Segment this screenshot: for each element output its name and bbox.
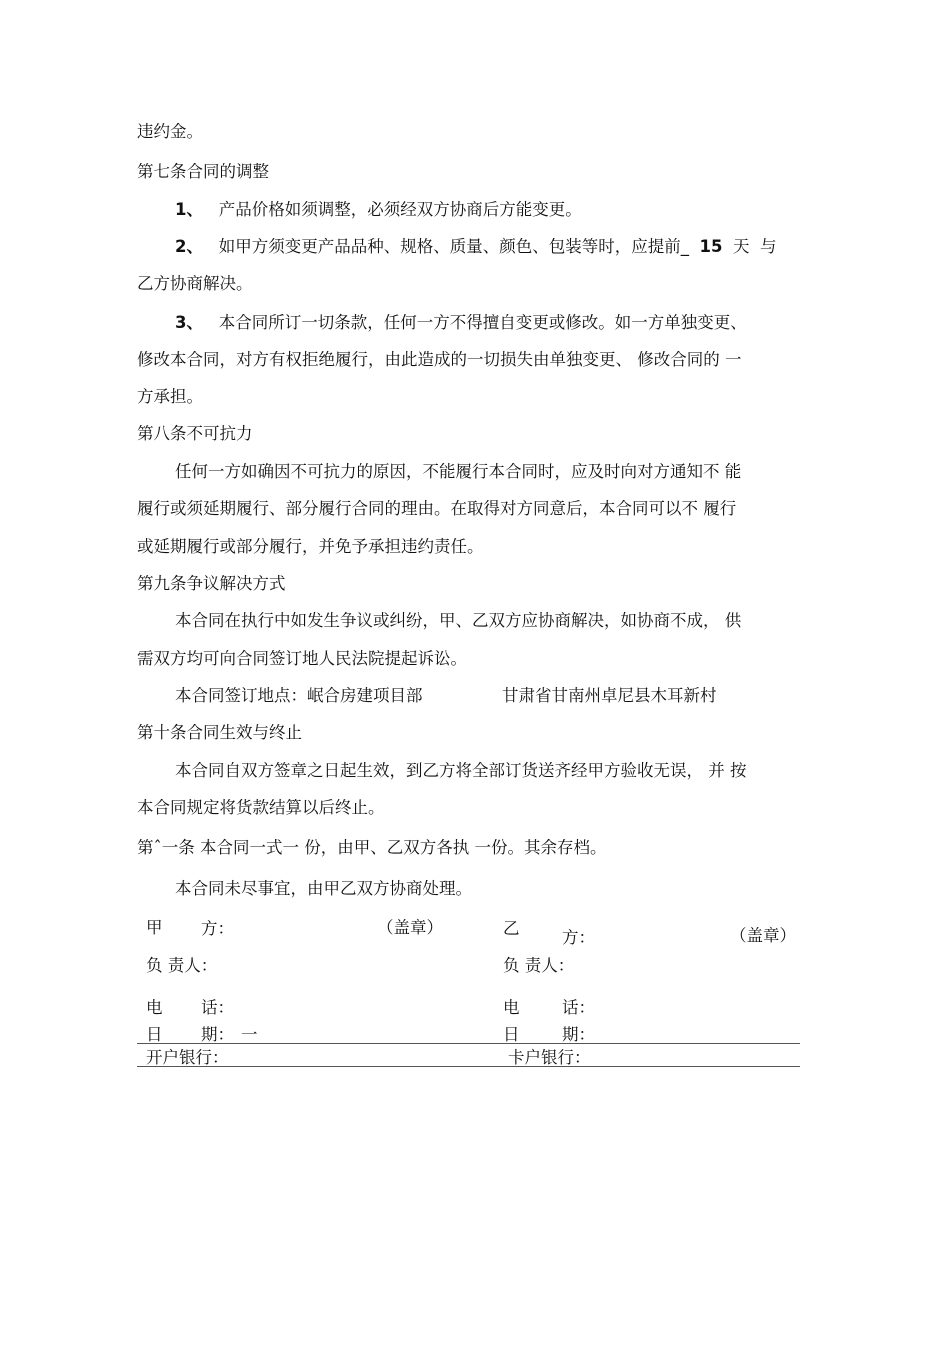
clause-text: 本合同所订一切条款，任何一方不得擅自变更或修改。如一方单独变更、 <box>218 313 747 332</box>
party-b-tel-1: 电 <box>503 998 520 1017</box>
party-a-date-1: 日 <box>146 1025 163 1044</box>
section-7-clause-2 <box>175 236 776 258</box>
party-b-label-2: 方： <box>562 928 595 947</box>
clause-text: 如甲方须变更产品品种、规格、质量、颜色、包装等时，应提前_ <box>218 237 689 256</box>
section-8-para-3: 或延期履行或部分履行，并免予承担违约责任。 <box>137 537 484 556</box>
section-7-clause-3-cont-2: 方承担。 <box>137 387 203 406</box>
clause-number: 3、 <box>175 313 203 332</box>
clause-number: 1、 <box>175 200 203 219</box>
signing-place-label: 本合同签订地点：岷合房建项目部 <box>175 686 423 705</box>
party-a-seal: （盖章） <box>377 918 443 937</box>
section-9-para-1: 本合同在执行中如发生争议或纠纷，甲、乙双方应协商解决，如协商不成， 供 <box>175 611 742 630</box>
section-10-para-1: 本合同自双方签章之日起生效，到乙方将全部订货送齐经甲方验收无误， 并 按 <box>175 761 747 780</box>
section-7-clause-1 <box>175 199 582 221</box>
party-b-responsible: 负 责人： <box>503 956 575 975</box>
section-7-title: 第七条合同的调整 <box>137 162 269 181</box>
table-rule-top <box>137 1043 800 1044</box>
party-b-seal: （盖章） <box>730 926 796 945</box>
party-a-label-1: 甲 <box>146 918 163 937</box>
signing-place-address: 甘肃省甘南州卓尼县木耳新村 <box>502 686 717 705</box>
party-b-bank: 卡户银行： <box>508 1048 591 1067</box>
party-a-date-value: 一 <box>241 1025 258 1044</box>
section-8-title: 第八条不可抗力 <box>137 424 253 443</box>
section-7-clause-2-cont: 乙方协商解决。 <box>137 274 253 293</box>
clause-text-days-unit: 天 <box>732 237 750 256</box>
section-10-para-2: 本合同规定将货款结算以后终止。 <box>137 798 385 817</box>
party-b-date-2: 期： <box>562 1025 595 1044</box>
party-a-responsible: 负 责人： <box>146 956 218 975</box>
party-b-tel-2: 话： <box>562 998 595 1017</box>
party-b-date-1: 日 <box>503 1025 520 1044</box>
party-a-label-2: 方： <box>201 919 234 938</box>
party-b-label-1: 乙 <box>503 919 520 938</box>
clause-number: 2、 <box>175 237 203 256</box>
notice-days: 15 <box>699 237 723 256</box>
section-9-para-2: 需双方均可向合同签订地人民法院提起诉讼。 <box>137 649 467 668</box>
party-a-tel-1: 电 <box>146 998 163 1017</box>
party-a-date-2: 期： <box>201 1025 234 1044</box>
section-8-para-2: 履行或须延期履行、部分履行合同的理由。在取得对方同意后，本合同可以不 履行 <box>137 499 737 518</box>
section-7-clause-3 <box>175 312 747 334</box>
table-rule-bottom <box>137 1066 800 1067</box>
line-penalty-end: 违约金。 <box>137 122 203 141</box>
closing-clause: 本合同未尽事宜，由甲乙双方协商处理。 <box>175 879 472 898</box>
clause-text: 产品价格如须调整，必须经双方协商后方能变更。 <box>218 200 582 219</box>
section-8-para-1: 任何一方如确因不可抗力的原因，不能履行本合同时，应及时向对方通知不 能 <box>175 462 742 481</box>
section-9-title: 第九条争议解决方式 <box>137 574 286 593</box>
clause-text-with: 与 <box>759 237 777 256</box>
section-10-title: 第十条合同生效与终止 <box>137 723 302 742</box>
party-a-bank: 开户银行： <box>146 1048 229 1067</box>
party-a-tel-2: 话： <box>201 998 234 1017</box>
section-11: 第ˆ一条 本合同一式一 份，由甲、乙双方各执 一份。其余存档。 <box>137 838 607 857</box>
section-7-clause-3-cont-1: 修改本合同，对方有权拒绝履行，由此造成的一切损失由单独变更、 修改合同的 一 <box>137 350 742 369</box>
